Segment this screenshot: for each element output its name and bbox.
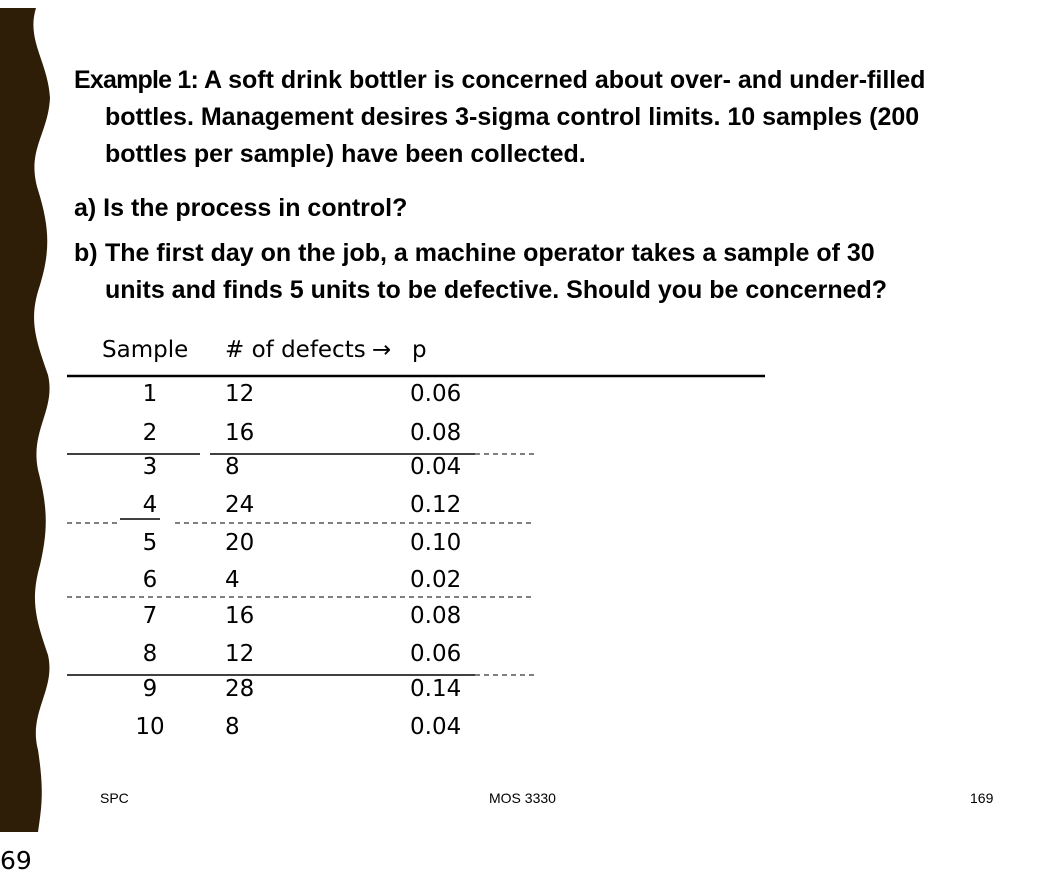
cell-p: 0.06 [410,641,462,667]
cell-sample: 9 [142,676,158,702]
cell-defects: 8 [225,454,240,480]
header-sample: Sample [102,337,189,363]
cell-sample: 6 [142,567,158,593]
cell-p: 0.02 [410,567,462,593]
cell-defects: 16 [225,603,255,629]
cell-p: 0.08 [410,420,462,446]
cell-p: 0.14 [410,676,462,702]
header-arrow: → [372,337,392,363]
cell-p: 0.12 [410,492,462,518]
cell-defects: 12 [225,641,255,667]
example-lead: Example 1: [74,66,199,94]
footer-center: MOS 3330 [489,790,556,806]
cell-p: 0.06 [410,381,462,407]
cell-p: 0.04 [410,454,462,480]
footer-right: 169 [970,790,994,806]
cell-defects: 8 [225,714,240,740]
question-b-line-1: The first day on the job, a machine operator takes a sample of 30 [105,239,875,267]
cell-defects: 20 [225,530,255,556]
cell-sample: 7 [142,603,158,629]
page-number: 69 [0,846,32,875]
heading-line-2: bottles. Management desires 3-sigma control limits. 10 samples (200 [105,103,920,131]
cell-defects: 16 [225,420,255,446]
cell-sample: 5 [142,530,158,556]
cell-p: 0.04 [410,714,462,740]
footer-left: SPC [100,790,129,806]
cell-sample: 8 [142,641,158,667]
cell-defects: 12 [225,381,255,407]
cell-sample: 2 [142,420,158,446]
header-p: p [412,337,427,363]
heading-line-3: bottles per sample) have been collected. [105,140,586,168]
cell-sample: 10 [135,714,165,740]
header-defects: # of defects [225,337,366,363]
cell-defects: 24 [225,492,255,518]
question-b-label: b) [74,239,98,267]
heading-line-1: A soft drink bottler is concerned about over- and under-filled [198,66,926,94]
cell-defects: 4 [225,567,240,593]
cell-defects: 28 [225,676,255,702]
cell-p: 0.10 [410,530,462,556]
question-b-line-2: units and finds 5 units to be defective. Should you be concerned? [105,276,888,304]
question-a: a) Is the process in control? [74,194,408,222]
cell-sample: 3 [142,454,158,480]
cell-p: 0.08 [410,603,462,629]
cell-sample: 4 [142,492,158,518]
cell-sample: 1 [142,381,158,407]
